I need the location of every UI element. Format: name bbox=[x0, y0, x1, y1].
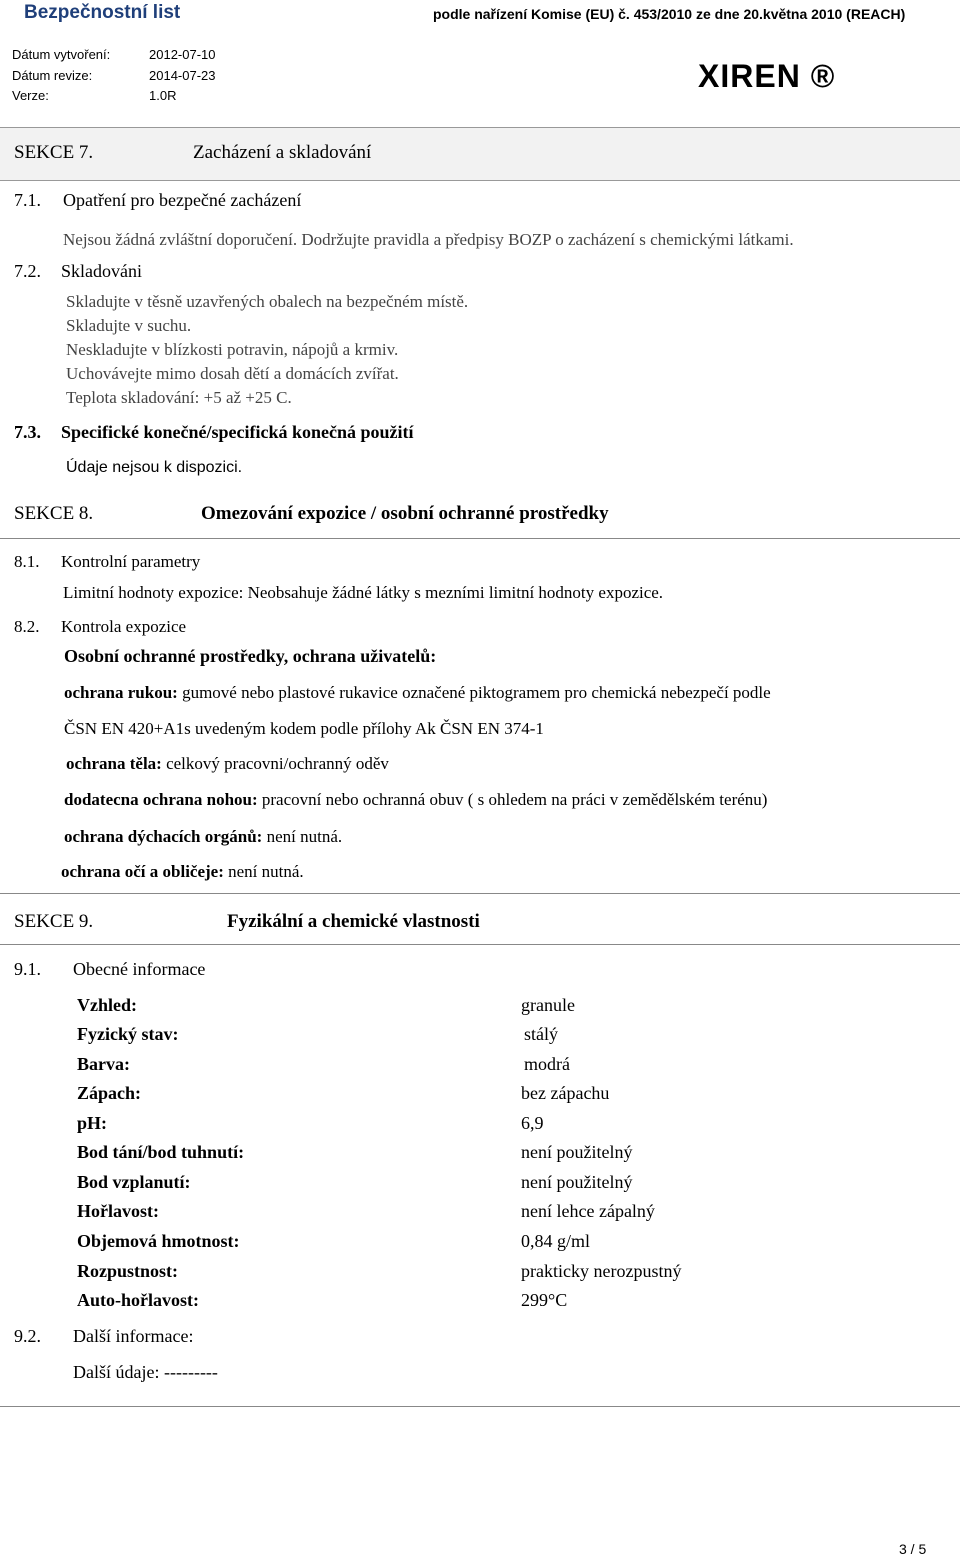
section-9-label: SEKCE 9. bbox=[14, 911, 94, 932]
subsection-7-2-title: Skladováni bbox=[61, 261, 142, 281]
property-label: Bod tání/bod tuhnutí: bbox=[77, 1142, 245, 1162]
storage-line: Skladujte v těsně uzavřených obalech na bezpečném místě. bbox=[66, 292, 469, 311]
meta-version-label: Verze: bbox=[12, 88, 49, 103]
ppe-heading bbox=[64, 646, 436, 667]
property-label: Bod vzplanutí: bbox=[77, 1172, 191, 1192]
section-7-label: SEKCE 7. bbox=[14, 142, 94, 163]
logo-text: XIREN bbox=[698, 58, 801, 94]
subsection-7-3-text: Údaje nejsou k dispozici. bbox=[66, 459, 243, 476]
foot-protection-text: pracovní nebo ochranná obuv ( s ohledem na práci v zemědělském terénu) bbox=[261, 790, 768, 809]
subsection-9-2-number: 9.2. bbox=[14, 1326, 41, 1346]
property-label: Fyzický stav: bbox=[77, 1024, 179, 1044]
subsection-8-1-title: Kontrolní parametry bbox=[61, 552, 201, 571]
meta-revised-label: Dátum revize: bbox=[12, 68, 93, 83]
subsection-7-3-title: Specifické konečné/specifická konečná použití bbox=[61, 422, 414, 442]
property-label: Objemová hmotnost: bbox=[77, 1231, 240, 1251]
property-value: není použitelný bbox=[521, 1142, 633, 1162]
subsection-8-1-number: 8.1. bbox=[14, 552, 40, 571]
property-label: Hořlavost: bbox=[77, 1201, 159, 1221]
foot-protection-label: dodatecna ochrana nohou: bbox=[64, 790, 258, 809]
hand-protection-standard: ČSN EN 420+A1s uvedeným kodem podle přílohy Ak ČSN EN 374-1 bbox=[64, 719, 544, 738]
meta-revised-value: 2014-07-23 bbox=[149, 68, 216, 83]
meta-created-label: Dátum vytvoření: bbox=[12, 47, 111, 62]
foot-protection bbox=[64, 790, 767, 810]
respiratory-protection-text: není nutná. bbox=[266, 827, 343, 846]
property-label: Auto-hořlavost: bbox=[77, 1290, 199, 1310]
meta-revised bbox=[12, 68, 216, 83]
property-value: 299°C bbox=[521, 1290, 568, 1310]
storage-temperature: Teplota skladování: +5 až +25 C. bbox=[66, 388, 292, 407]
document-title: Bezpečnostní list bbox=[24, 2, 181, 23]
property-value: granule bbox=[521, 995, 575, 1015]
other-information-text: Další údaje: --------- bbox=[73, 1362, 218, 1382]
hand-protection-text: gumové nebo plastové rukavice označené piktogramem pro chemická nebezpečí podle bbox=[182, 683, 771, 702]
property-value: stálý bbox=[524, 1024, 558, 1044]
section-9-divider-top bbox=[0, 893, 960, 894]
body-protection-label: ochrana těla: bbox=[66, 754, 162, 773]
hand-protection-label: ochrana rukou: bbox=[64, 683, 178, 702]
exposure-limits-text: Limitní hodnoty expozice: Neobsahuje žádné látky s mezními limitní hodnoty expozice. bbox=[63, 583, 664, 602]
subsection-8-2-number: 8.2. bbox=[14, 617, 40, 636]
subsection-9-2-title: Další informace: bbox=[73, 1326, 194, 1346]
meta-version bbox=[12, 88, 176, 103]
property-label: pH: bbox=[77, 1113, 108, 1133]
eye-face-protection-label: ochrana očí a obličeje: bbox=[61, 862, 224, 881]
registered-mark-icon: ® bbox=[810, 58, 836, 94]
hand-protection bbox=[64, 683, 771, 703]
respiratory-protection bbox=[64, 827, 342, 847]
subsection-7-1-title: Opatření pro bezpečné zacházení bbox=[63, 190, 302, 210]
body-protection-text: celkový pracovni/ochranný oděv bbox=[166, 754, 389, 773]
subsection-7-1-number: 7.1. bbox=[14, 190, 41, 210]
storage-line: Uchovávejte mimo dosah dětí a domácích zvířat. bbox=[66, 364, 399, 383]
meta-created-value: 2012-07-10 bbox=[149, 47, 216, 62]
meta-created bbox=[12, 47, 216, 62]
subsection-9-1-number: 9.1. bbox=[14, 959, 41, 979]
section-8-label: SEKCE 8. bbox=[14, 503, 94, 524]
section-8-divider bbox=[0, 538, 960, 539]
eye-face-protection bbox=[61, 862, 304, 882]
property-label: Zápach: bbox=[77, 1083, 142, 1103]
property-value: bez zápachu bbox=[521, 1083, 610, 1103]
storage-line: Skladujte v suchu. bbox=[66, 316, 192, 335]
subsection-7-1-text: Nejsou žádná zvláštní doporučení. Dodržujte pravidla a předpisy BOZP o zacházení s chemickými látkami. bbox=[63, 230, 794, 249]
eye-face-protection-text: není nutná. bbox=[228, 862, 304, 881]
property-value: není použitelný bbox=[521, 1172, 633, 1192]
ppe-heading-user: ochrana uživatelů: bbox=[292, 646, 437, 666]
subsection-7-3-number: 7.3. bbox=[14, 422, 41, 442]
regulation-reference: podle nařízení Komise (EU) č. 453/2010 ze dne 20.května 2010 (REACH) bbox=[433, 6, 906, 22]
property-value: prakticky nerozpustný bbox=[521, 1261, 682, 1281]
property-value: není lehce zápalný bbox=[521, 1201, 655, 1221]
body-protection bbox=[66, 754, 389, 774]
section-9-title: Fyzikální a chemické vlastnosti bbox=[227, 911, 480, 932]
subsection-7-2-number: 7.2. bbox=[14, 261, 41, 281]
page-number: 3 / 5 bbox=[899, 1541, 927, 1557]
subsection-8-2-title: Kontrola expozice bbox=[61, 617, 187, 636]
subsection-9-1-title: Obecné informace bbox=[73, 959, 206, 979]
respiratory-protection-label: ochrana dýchacích orgánů: bbox=[64, 827, 263, 846]
section-7-title: Zacházení a skladování bbox=[193, 142, 372, 163]
meta-version-value: 1.0R bbox=[149, 88, 177, 103]
property-value: 6,9 bbox=[521, 1113, 544, 1133]
page-end-divider bbox=[0, 1406, 960, 1407]
section-8-title: Omezování expozice / osobní ochranné prostředky bbox=[201, 503, 609, 524]
property-value: 0,84 g/ml bbox=[521, 1231, 591, 1251]
property-label: Vzhled: bbox=[77, 995, 137, 1015]
property-value: modrá bbox=[524, 1054, 570, 1074]
property-label: Barva: bbox=[77, 1054, 130, 1074]
section-7-header bbox=[0, 127, 960, 181]
section-9-divider-bottom bbox=[0, 944, 960, 945]
company-logo bbox=[698, 58, 835, 95]
storage-line: Neskladujte v blízkosti potravin, nápojů a krmiv. bbox=[66, 340, 399, 359]
ppe-heading-main: Osobní ochranné prostředky, bbox=[64, 646, 289, 666]
property-label: Rozpustnost: bbox=[77, 1261, 179, 1281]
